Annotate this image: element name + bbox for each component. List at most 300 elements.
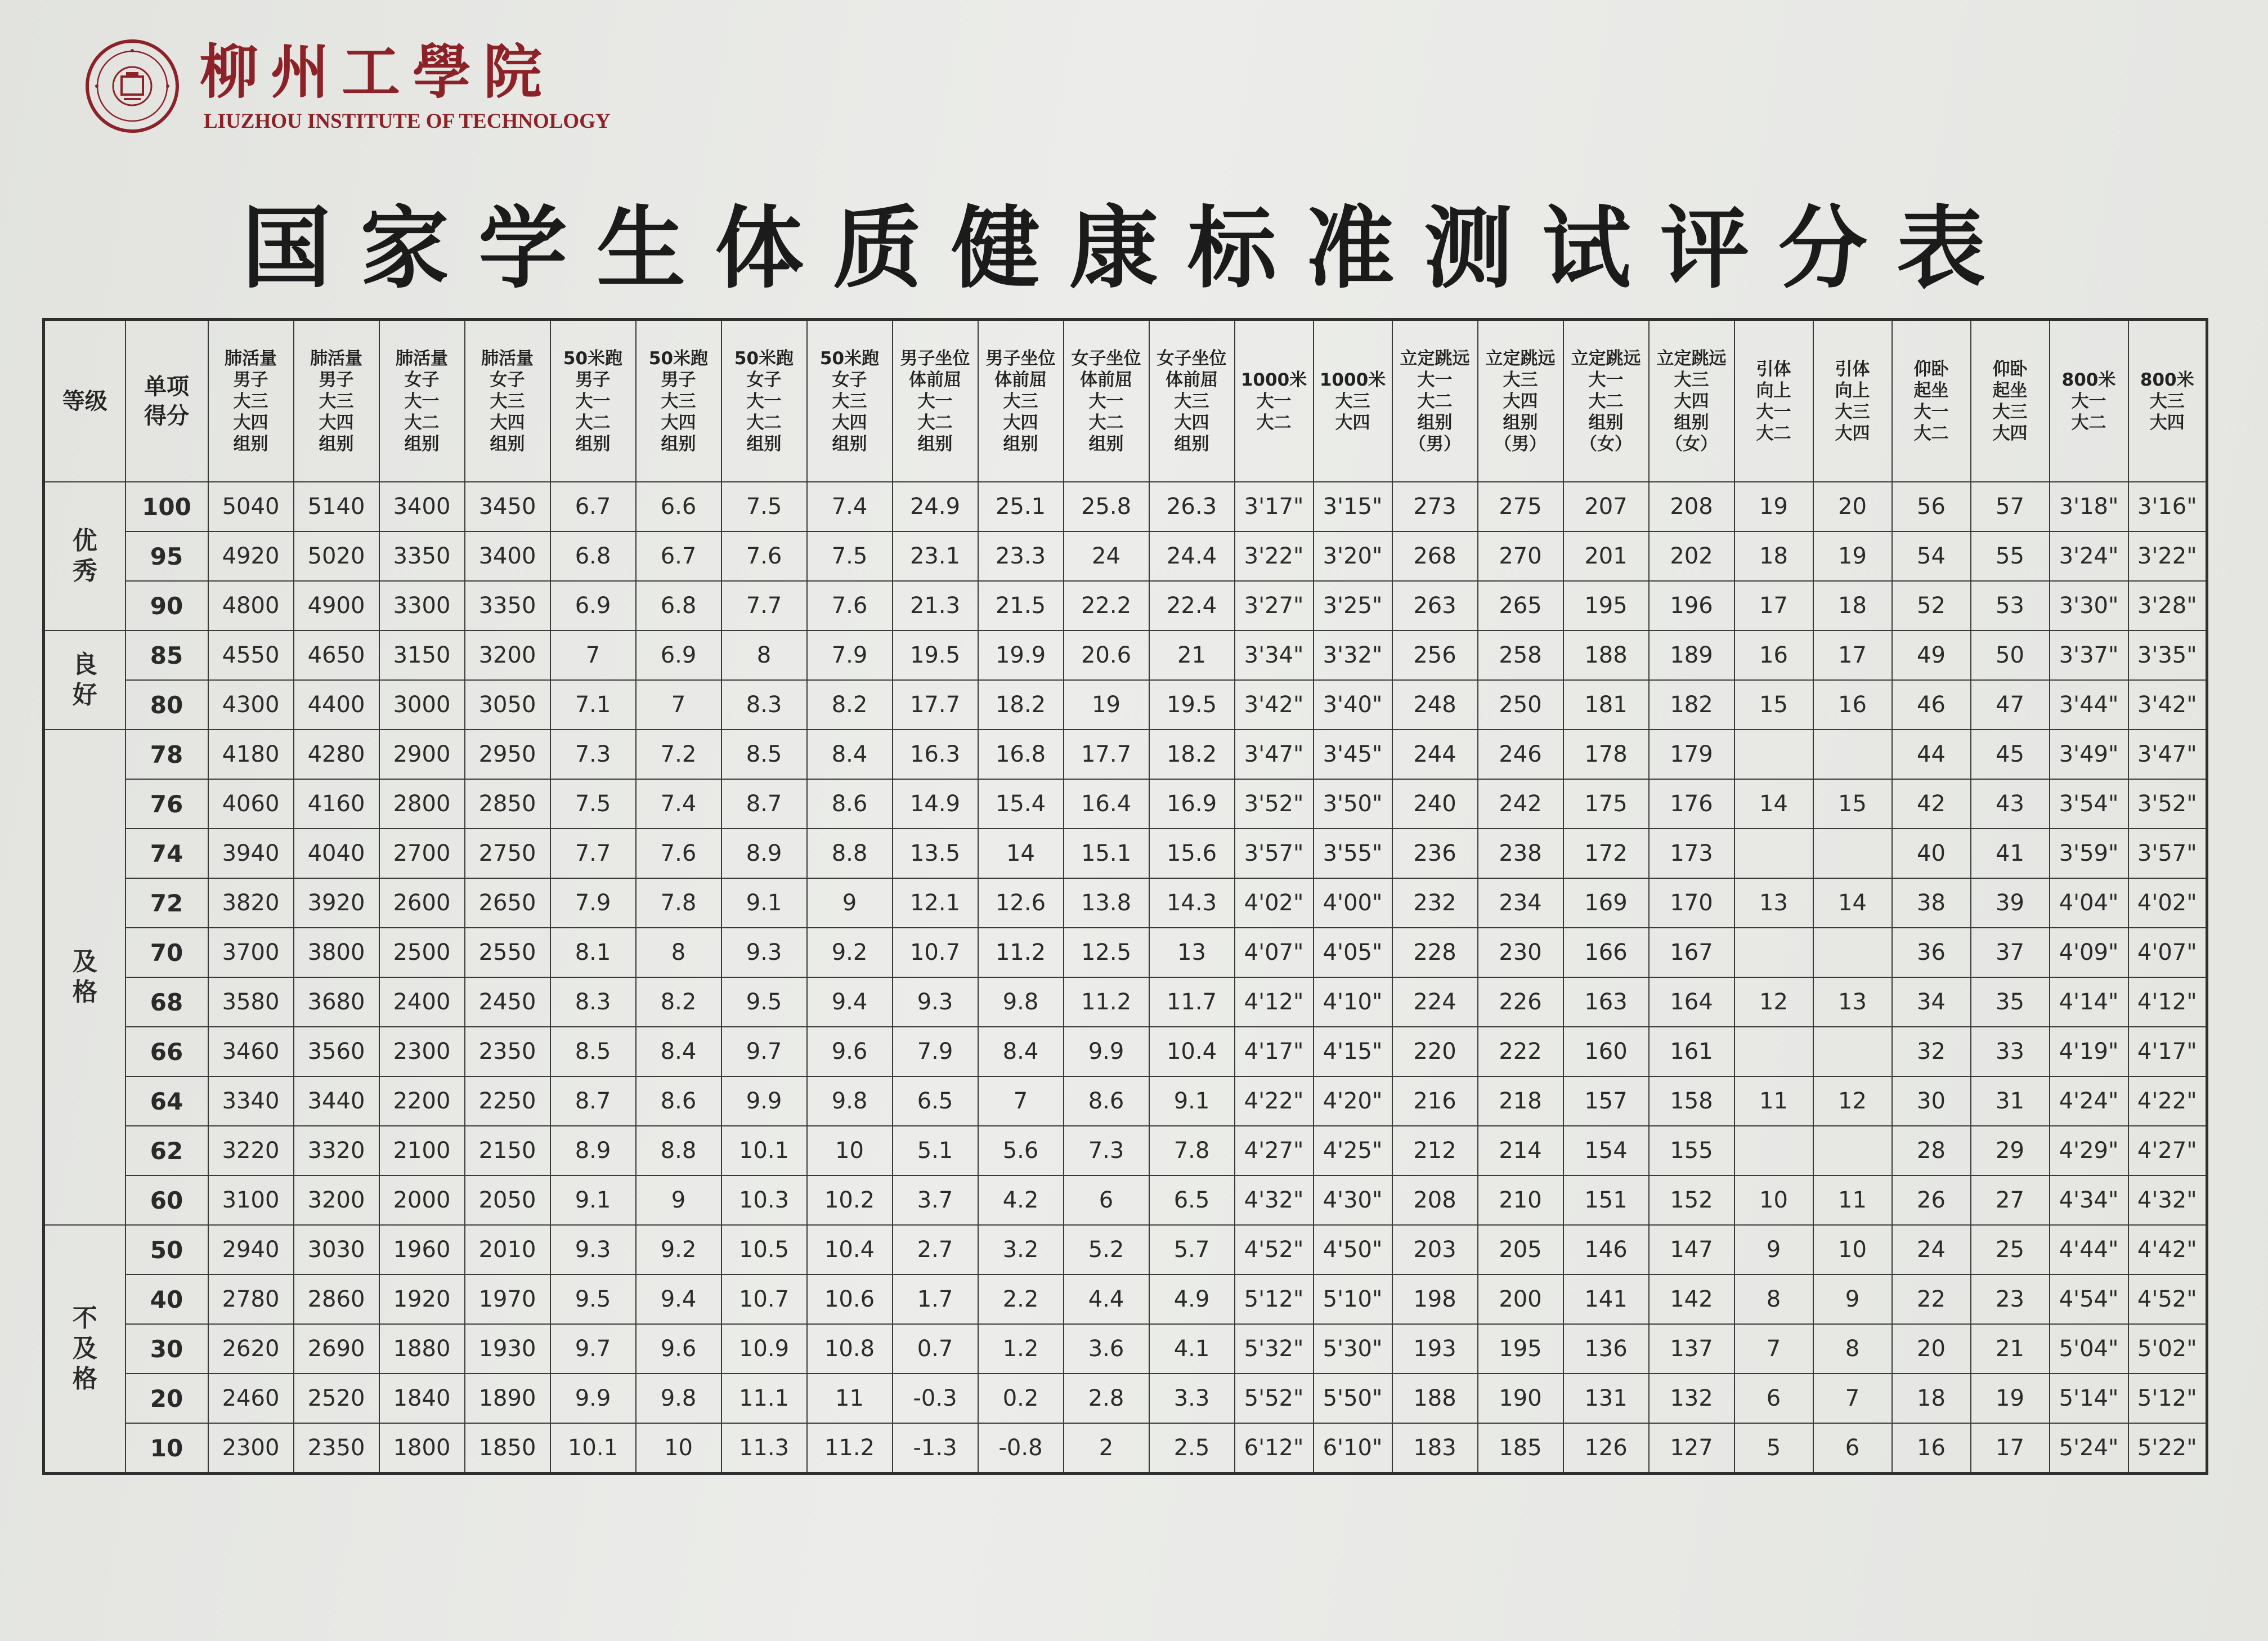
value-cell: 9.1: [550, 1175, 636, 1225]
value-cell: 228: [1392, 928, 1478, 977]
value-cell: 2.2: [978, 1275, 1064, 1324]
value-cell: 142: [1649, 1275, 1734, 1324]
value-cell: 4'52": [2128, 1275, 2207, 1324]
grade-cell: 及 格: [44, 730, 125, 1225]
value-cell: 9.8: [636, 1374, 721, 1423]
value-cell: 4160: [294, 779, 379, 829]
value-cell: 176: [1649, 779, 1734, 829]
value-cell: 2250: [465, 1076, 550, 1126]
value-cell: 15.4: [978, 779, 1064, 829]
value-cell: 19.5: [1149, 680, 1235, 730]
header-cell: 仰卧 起坐 大三 大四: [1971, 320, 2050, 482]
value-cell: 7: [636, 680, 721, 730]
value-cell: 4'20": [1314, 1076, 1392, 1126]
value-cell: 3'24": [2050, 531, 2128, 581]
value-cell: 11.2: [1064, 977, 1149, 1027]
value-cell: 19.5: [893, 631, 978, 680]
value-cell: 8: [1734, 1275, 1813, 1324]
value-cell: 5'30": [1314, 1324, 1392, 1374]
value-cell: 14: [1734, 779, 1813, 829]
value-cell: 5'24": [2050, 1423, 2128, 1474]
value-cell: 8.3: [721, 680, 807, 730]
value-cell: 9.4: [636, 1275, 721, 1324]
value-cell: 4'19": [2050, 1027, 2128, 1076]
value-cell: 5: [1734, 1423, 1813, 1474]
value-cell: 14: [1813, 878, 1892, 928]
score-cell: 80: [125, 680, 208, 730]
value-cell: 3400: [379, 482, 465, 531]
score-cell: 74: [125, 829, 208, 878]
value-cell: -1.3: [893, 1423, 978, 1474]
value-cell: 9.7: [721, 1027, 807, 1076]
value-cell: 20: [1813, 482, 1892, 531]
value-cell: 10.9: [721, 1324, 807, 1374]
value-cell: 6.5: [1149, 1175, 1235, 1225]
value-cell: 242: [1478, 779, 1563, 829]
value-cell: 3'54": [2050, 779, 2128, 829]
value-cell: 146: [1563, 1225, 1649, 1275]
value-cell: 185: [1478, 1423, 1563, 1474]
value-cell: 193: [1392, 1324, 1478, 1374]
value-cell: 196: [1649, 581, 1734, 631]
value-cell: 2500: [379, 928, 465, 977]
value-cell: 4'50": [1314, 1225, 1392, 1275]
value-cell: 3440: [294, 1076, 379, 1126]
header-cell: 男子坐位 体前屈 大三 大四 组别: [978, 320, 1064, 482]
value-cell: 8.8: [807, 829, 893, 878]
value-cell: 8.5: [721, 730, 807, 779]
value-cell: 263: [1392, 581, 1478, 631]
value-cell: 3'47": [1235, 730, 1314, 779]
value-cell: 20.6: [1064, 631, 1149, 680]
value-cell: 3'49": [2050, 730, 2128, 779]
value-cell: 2400: [379, 977, 465, 1027]
value-cell: 5'50": [1314, 1374, 1392, 1423]
value-cell: 3'57": [1235, 829, 1314, 878]
value-cell: 22: [1892, 1275, 1971, 1324]
value-cell: 7.6: [807, 581, 893, 631]
value-cell: 181: [1563, 680, 1649, 730]
value-cell: 9: [1734, 1225, 1813, 1275]
value-cell: 10.7: [721, 1275, 807, 1324]
value-cell: 173: [1649, 829, 1734, 878]
value-cell: 0.2: [978, 1374, 1064, 1423]
value-cell: 2300: [208, 1423, 294, 1474]
value-cell: 15.1: [1064, 829, 1149, 878]
value-cell: 7.5: [550, 779, 636, 829]
value-cell: 2010: [465, 1225, 550, 1275]
header-cell: 仰卧 起坐 大一 大二: [1892, 320, 1971, 482]
value-cell: 4'24": [2050, 1076, 2128, 1126]
value-cell: 7: [550, 631, 636, 680]
value-cell: 18: [1892, 1374, 1971, 1423]
value-cell: 166: [1563, 928, 1649, 977]
value-cell: 25: [1971, 1225, 2050, 1275]
value-cell: 3200: [294, 1175, 379, 1225]
value-cell: 8.1: [550, 928, 636, 977]
value-cell: 4280: [294, 730, 379, 779]
value-cell: 6'12": [1235, 1423, 1314, 1474]
value-cell: 188: [1392, 1374, 1478, 1423]
value-cell: 3450: [465, 482, 550, 531]
score-cell: 78: [125, 730, 208, 779]
score-cell: 72: [125, 878, 208, 928]
table-row: [44, 680, 2207, 730]
value-cell: 13: [1813, 977, 1892, 1027]
value-cell: 256: [1392, 631, 1478, 680]
value-cell: 26.3: [1149, 482, 1235, 531]
value-cell: 23.1: [893, 531, 978, 581]
value-cell: 19: [1813, 531, 1892, 581]
value-cell: 212: [1392, 1126, 1478, 1175]
value-cell: [1734, 1126, 1813, 1175]
value-cell: 9.2: [807, 928, 893, 977]
value-cell: 3000: [379, 680, 465, 730]
value-cell: 7.2: [636, 730, 721, 779]
header-cell: 女子坐位 体前屈 大一 大二 组别: [1064, 320, 1149, 482]
value-cell: 3050: [465, 680, 550, 730]
value-cell: [1813, 730, 1892, 779]
value-cell: 12: [1813, 1076, 1892, 1126]
value-cell: 3.7: [893, 1175, 978, 1225]
header-grade: 等级: [44, 320, 125, 482]
value-cell: 220: [1392, 1027, 1478, 1076]
value-cell: 11.2: [807, 1423, 893, 1474]
value-cell: 39: [1971, 878, 2050, 928]
value-cell: 4'14": [2050, 977, 2128, 1027]
value-cell: 2700: [379, 829, 465, 878]
header-cell: 立定跳远 大三 大四 组别 （男）: [1478, 320, 1563, 482]
value-cell: 7.5: [807, 531, 893, 581]
value-cell: 4'09": [2050, 928, 2128, 977]
value-cell: 3350: [379, 531, 465, 581]
value-cell: 9: [1813, 1275, 1892, 1324]
value-cell: 2350: [294, 1423, 379, 1474]
value-cell: -0.3: [893, 1374, 978, 1423]
grade-cell: 不 及 格: [44, 1225, 125, 1474]
value-cell: 4300: [208, 680, 294, 730]
value-cell: 4'27": [1235, 1126, 1314, 1175]
value-cell: 195: [1478, 1324, 1563, 1374]
value-cell: 250: [1478, 680, 1563, 730]
value-cell: 7.1: [550, 680, 636, 730]
header-cell: 肺活量 女子 大三 大四 组别: [465, 320, 550, 482]
value-cell: 5'12": [1235, 1275, 1314, 1324]
value-cell: 9.8: [807, 1076, 893, 1126]
value-cell: 5'02": [2128, 1324, 2207, 1374]
value-cell: 179: [1649, 730, 1734, 779]
value-cell: 3100: [208, 1175, 294, 1225]
value-cell: 21: [1971, 1324, 2050, 1374]
value-cell: 10.3: [721, 1175, 807, 1225]
header-cell: 肺活量 男子 大三 大四 组别: [208, 320, 294, 482]
value-cell: 9.8: [978, 977, 1064, 1027]
value-cell: 2200: [379, 1076, 465, 1126]
score-cell: 60: [125, 1175, 208, 1225]
table-row: [44, 1374, 2207, 1423]
value-cell: 14.9: [893, 779, 978, 829]
value-cell: 50: [1971, 631, 2050, 680]
value-cell: 9.2: [636, 1225, 721, 1275]
value-cell: 26: [1892, 1175, 1971, 1225]
value-cell: 147: [1649, 1225, 1734, 1275]
value-cell: 16.3: [893, 730, 978, 779]
value-cell: 4920: [208, 531, 294, 581]
value-cell: 9.1: [721, 878, 807, 928]
value-cell: 6.8: [550, 531, 636, 581]
value-cell: 10: [636, 1423, 721, 1474]
value-cell: 6: [1064, 1175, 1149, 1225]
value-cell: 8.9: [721, 829, 807, 878]
value-cell: 3'30": [2050, 581, 2128, 631]
value-cell: 10: [807, 1126, 893, 1175]
value-cell: 4'32": [1235, 1175, 1314, 1225]
value-cell: 3580: [208, 977, 294, 1027]
value-cell: 214: [1478, 1126, 1563, 1175]
value-cell: 7.5: [721, 482, 807, 531]
value-cell: 5040: [208, 482, 294, 531]
value-cell: 4'05": [1314, 928, 1392, 977]
value-cell: 8.9: [550, 1126, 636, 1175]
value-cell: 3700: [208, 928, 294, 977]
value-cell: 4'32": [2128, 1175, 2207, 1225]
value-cell: 7.8: [636, 878, 721, 928]
value-cell: 21: [1149, 631, 1235, 680]
value-cell: 47: [1971, 680, 2050, 730]
value-cell: 40: [1892, 829, 1971, 878]
value-cell: 4.9: [1149, 1275, 1235, 1324]
value-cell: 167: [1649, 928, 1734, 977]
value-cell: 11: [1813, 1175, 1892, 1225]
value-cell: 12.6: [978, 878, 1064, 928]
value-cell: 8.7: [721, 779, 807, 829]
table-row: [44, 581, 2207, 631]
value-cell: 234: [1478, 878, 1563, 928]
value-cell: 5.6: [978, 1126, 1064, 1175]
header-cell: 肺活量 女子 大一 大二 组别: [379, 320, 465, 482]
value-cell: 238: [1478, 829, 1563, 878]
value-cell: 6.9: [550, 581, 636, 631]
value-cell: 5.2: [1064, 1225, 1149, 1275]
value-cell: 24.9: [893, 482, 978, 531]
value-cell: 3'52": [2128, 779, 2207, 829]
header-cell: 50米跑 女子 大三 大四 组别: [807, 320, 893, 482]
table-row: [44, 878, 2207, 928]
value-cell: 11: [1734, 1076, 1813, 1126]
value-cell: 4'42": [2128, 1225, 2207, 1275]
value-cell: 2860: [294, 1275, 379, 1324]
value-cell: 190: [1478, 1374, 1563, 1423]
value-cell: 1970: [465, 1275, 550, 1324]
value-cell: 10.1: [550, 1423, 636, 1474]
value-cell: 163: [1563, 977, 1649, 1027]
header-score: 单项 得分: [125, 320, 208, 482]
value-cell: 141: [1563, 1275, 1649, 1324]
value-cell: 7.3: [1064, 1126, 1149, 1175]
value-cell: 3340: [208, 1076, 294, 1126]
value-cell: 189: [1649, 631, 1734, 680]
value-cell: [1813, 1126, 1892, 1175]
value-cell: 13.5: [893, 829, 978, 878]
value-cell: 222: [1478, 1027, 1563, 1076]
value-cell: 9.9: [721, 1076, 807, 1126]
value-cell: 7.9: [807, 631, 893, 680]
value-cell: 7.7: [721, 581, 807, 631]
value-cell: 4'10": [1314, 977, 1392, 1027]
value-cell: 226: [1478, 977, 1563, 1027]
value-cell: 9.1: [1149, 1076, 1235, 1126]
value-cell: 131: [1563, 1374, 1649, 1423]
value-cell: 3'44": [2050, 680, 2128, 730]
value-cell: 6: [1813, 1423, 1892, 1474]
value-cell: 2150: [465, 1126, 550, 1175]
table-row: [44, 730, 2207, 779]
value-cell: 201: [1563, 531, 1649, 581]
value-cell: 230: [1478, 928, 1563, 977]
value-cell: 17.7: [893, 680, 978, 730]
value-cell: 4'00": [1314, 878, 1392, 928]
value-cell: 158: [1649, 1076, 1734, 1126]
value-cell: 4'54": [2050, 1275, 2128, 1324]
value-cell: 169: [1563, 878, 1649, 928]
school-name-english: LIUZHOU INSTITUTE OF TECHNOLOGY: [204, 110, 611, 133]
value-cell: 6.6: [636, 482, 721, 531]
value-cell: 10.4: [807, 1225, 893, 1275]
value-cell: 2750: [465, 829, 550, 878]
value-cell: 3'20": [1314, 531, 1392, 581]
value-cell: 3'35": [2128, 631, 2207, 680]
value-cell: 2550: [465, 928, 550, 977]
value-cell: 25.1: [978, 482, 1064, 531]
value-cell: 28: [1892, 1126, 1971, 1175]
value-cell: 4'52": [1235, 1225, 1314, 1275]
value-cell: 2000: [379, 1175, 465, 1225]
value-cell: 178: [1563, 730, 1649, 779]
value-cell: 4'17": [1235, 1027, 1314, 1076]
value-cell: 3680: [294, 977, 379, 1027]
value-cell: 19: [1064, 680, 1149, 730]
header-cell: 1000米 大三 大四: [1314, 320, 1392, 482]
value-cell: 155: [1649, 1126, 1734, 1175]
value-cell: 188: [1563, 631, 1649, 680]
value-cell: 7.6: [721, 531, 807, 581]
value-cell: 6.7: [550, 482, 636, 531]
value-cell: 3'18": [2050, 482, 2128, 531]
value-cell: 4'22": [1235, 1076, 1314, 1126]
value-cell: 6: [1734, 1374, 1813, 1423]
value-cell: 10.1: [721, 1126, 807, 1175]
value-cell: 157: [1563, 1076, 1649, 1126]
value-cell: 2620: [208, 1324, 294, 1374]
value-cell: 152: [1649, 1175, 1734, 1225]
value-cell: 5'22": [2128, 1423, 2207, 1474]
value-cell: 8.4: [807, 730, 893, 779]
value-cell: [1813, 829, 1892, 878]
value-cell: 2690: [294, 1324, 379, 1374]
table-row: [44, 1275, 2207, 1324]
score-table: [42, 318, 2208, 1475]
value-cell: 202: [1649, 531, 1734, 581]
value-cell: 3150: [379, 631, 465, 680]
value-cell: 15: [1734, 680, 1813, 730]
value-cell: [1734, 1027, 1813, 1076]
value-cell: 2350: [465, 1027, 550, 1076]
value-cell: 4'15": [1314, 1027, 1392, 1076]
value-cell: 8.3: [550, 977, 636, 1027]
table-row: [44, 779, 2207, 829]
value-cell: 17: [1971, 1423, 2050, 1474]
value-cell: 4.4: [1064, 1275, 1149, 1324]
value-cell: [1734, 928, 1813, 977]
score-cell: 62: [125, 1126, 208, 1175]
value-cell: 3820: [208, 878, 294, 928]
value-cell: 195: [1563, 581, 1649, 631]
header-cell: 女子坐位 体前屈 大三 大四 组别: [1149, 320, 1235, 482]
header-cell: 立定跳远 大三 大四 组别 （女）: [1649, 320, 1734, 482]
value-cell: 4'04": [2050, 878, 2128, 928]
value-cell: 2800: [379, 779, 465, 829]
value-cell: 13.8: [1064, 878, 1149, 928]
value-cell: 3940: [208, 829, 294, 878]
value-cell: 4'22": [2128, 1076, 2207, 1126]
score-cell: 66: [125, 1027, 208, 1076]
value-cell: 5'14": [2050, 1374, 2128, 1423]
value-cell: 18: [1813, 581, 1892, 631]
value-cell: 8: [721, 631, 807, 680]
value-cell: 7.9: [550, 878, 636, 928]
value-cell: 5'52": [1235, 1374, 1314, 1423]
value-cell: 11.7: [1149, 977, 1235, 1027]
school-logo-block: [84, 38, 636, 140]
value-cell: 19.9: [978, 631, 1064, 680]
value-cell: 10: [1813, 1225, 1892, 1275]
value-cell: 1840: [379, 1374, 465, 1423]
header-cell: 50米跑 女子 大一 大二 组别: [721, 320, 807, 482]
value-cell: 9.9: [1064, 1027, 1149, 1076]
value-cell: 5.1: [893, 1126, 978, 1175]
value-cell: 3'55": [1314, 829, 1392, 878]
value-cell: 7: [1813, 1374, 1892, 1423]
value-cell: 4650: [294, 631, 379, 680]
header-cell: 引体 向上 大三 大四: [1813, 320, 1892, 482]
value-cell: 183: [1392, 1423, 1478, 1474]
school-seal-icon: [84, 38, 180, 134]
value-cell: 53: [1971, 581, 2050, 631]
table-row: [44, 631, 2207, 680]
value-cell: 2900: [379, 730, 465, 779]
value-cell: 45: [1971, 730, 2050, 779]
value-cell: 4040: [294, 829, 379, 878]
value-cell: 4'02": [2128, 878, 2207, 928]
value-cell: 207: [1563, 482, 1649, 531]
table-row: [44, 1324, 2207, 1374]
value-cell: 3'16": [2128, 482, 2207, 531]
value-cell: 19: [1971, 1374, 2050, 1423]
value-cell: 3030: [294, 1225, 379, 1275]
value-cell: 22.4: [1149, 581, 1235, 631]
value-cell: 3300: [379, 581, 465, 631]
value-cell: 30: [1892, 1076, 1971, 1126]
value-cell: 9.7: [550, 1324, 636, 1374]
value-cell: 2520: [294, 1374, 379, 1423]
value-cell: 4060: [208, 779, 294, 829]
value-cell: 8.6: [807, 779, 893, 829]
value-cell: 2780: [208, 1275, 294, 1324]
value-cell: 3920: [294, 878, 379, 928]
table-row: [44, 1225, 2207, 1275]
value-cell: [1813, 1027, 1892, 1076]
value-cell: 20: [1892, 1324, 1971, 1374]
